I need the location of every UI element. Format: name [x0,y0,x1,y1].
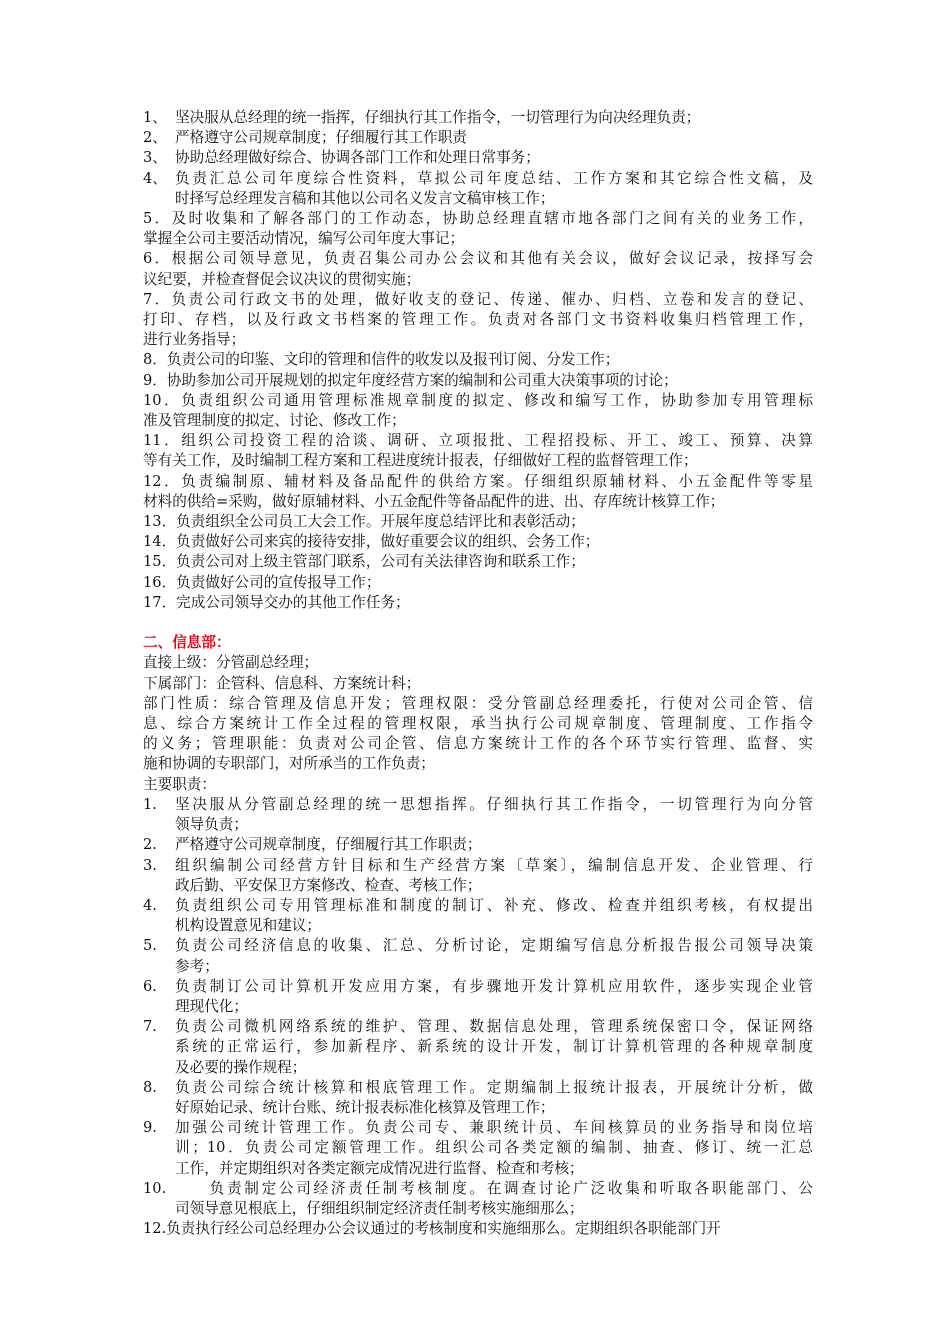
list-item-number: 2. [143,836,157,854]
list-item-text: 负责公司经济信息的收集、汇总、分析讨论，定期编写信息分析报告报公司领导决策 [175,937,813,955]
paragraph-line: 5．及时收集和了解各部门的工作动态，协助总经理直辖市地各部门之间有关的业务工作， [143,210,813,228]
paragraph-line: 掌握全公司主要活动情况，编写公司年度大事记； [143,230,465,248]
document-page [143,108,813,1239]
paragraph-line: 10．负责组织公司通用管理标准规章制度的拟定、修改和编写工作，协助参加专用管理标 [143,391,813,409]
list-item-number: 1. [143,795,157,813]
list-item-line: 及必要的操作规程； [175,1058,307,1076]
list-item [143,128,813,148]
paragraph [143,249,813,289]
list-item-line: 司领导意见根底上，仔细组织制定经济责任制考核实施细那么； [175,1199,584,1217]
list-item-line [143,169,813,189]
list-item-line [143,977,813,997]
paragraph-line: 7．负责公司行政文书的处理，做好收支的登记、传递、催办、归档、立卷和发言的登记、 [143,290,813,308]
paragraph-line: 14．负责做好公司来宾的接待安排，做好重要会议的组织、会务工作； [143,533,600,551]
list-item [143,148,813,168]
info-paragraph [143,674,813,694]
paragraph-line: 13．负责组织全公司员工大会工作。开展年度总结评比和表彰活动； [143,513,585,531]
paragraph [143,290,813,351]
list-item [143,1118,813,1179]
list-item-number: 5. [143,937,157,955]
paragraph-line: 准及管理制度的拟定、讨论、修改工作； [143,412,406,430]
paragraph-line: 下属部门：企管科、信息科、方案统计科； [143,674,421,692]
paragraph-line: 直接上级：分管副总经理； [143,654,319,672]
paragraph [143,532,813,552]
list-item-line: 机构设置意见和建议； [175,917,321,935]
paragraph-line: 6．根据公司领导意见，负责召集公司办公会议和其他有关会议，做好会议记录，按择写会 [143,250,813,268]
list-item-number: 6. [143,977,157,995]
list-item-line: 时择写总经理发言稿和其他以公司名义发言文稿审核工作； [175,189,555,207]
list-item-text: 组织编制公司经营方针目标和生产经营方案〔草案〕，编制信息开发、企业管理、行 [175,856,813,874]
list-item-line [143,148,813,168]
paragraph-line: 8．负责公司的印鉴、文印的管理和信件的收发以及报刊订阅、分发工作； [143,351,620,369]
list-item-number: 2、 [143,129,167,147]
list-item-line: 工作，并定期组织对各类定额完成情况进行监督、检查和考核； [175,1159,584,1177]
info-paragraph [143,694,813,775]
list-item-line: 政后勤、平安保卫方案修改、检查、考核工作； [175,876,482,894]
list-item [143,1179,813,1219]
list-item [143,1017,813,1078]
list-item-line: 领导负责； [175,816,248,834]
paragraph-line: 的义务；管理职能：负责对公司企管、信息方案统计工作的各个环节实行管理、监督、实 [143,735,813,753]
department-info [143,653,813,794]
responsibility-list [143,795,813,1219]
paragraph-line: 施和协调的专职部门，对所承当的工作负责； [143,755,435,773]
paragraph [143,593,813,613]
section-heading: 二、信息部： [143,634,231,652]
paragraph-line: 进行业务指导； [143,331,246,349]
list-item-number: 9. [143,1119,157,1137]
list-item-number: 1、 [143,109,167,126]
list-item-number: 7. [143,1018,157,1036]
list-item-text: 坚决服从总经理的统一指挥，仔细执行其工作指令，一切管理行为向决经理负责； [175,109,701,126]
paragraph-line: 息、综合方案统计工作全过程的管理权限，承当执行公司规章制度、管理制度、工作指令 [143,715,813,733]
info-paragraph [143,653,813,673]
list-item-line: 理现代化； [175,997,248,1015]
list-item-line: 参考； [175,957,219,975]
list-item [143,896,813,936]
list-item-number: 3. [143,856,157,874]
paragraph-line: 17．完成公司领导交办的其他工作任务； [143,593,410,611]
list-item [143,1078,813,1118]
list-item-line [143,936,813,956]
list-item-text: 坚决服从分管副总经理的统一思想指挥。仔细执行其工作指令，一切管理行为向分管 [175,795,813,813]
paragraph-line: 打印、存档，以及行政文书档案的管理工作。负责对各部门文书资料收集归档管理工作， [143,311,813,329]
list-item [143,795,813,835]
list-item-line [143,1017,813,1037]
list-item [143,936,813,976]
list-item-text: 负责制订公司计算机开发应用方案，有步骤地开发计算机应用软件，逐步实现企业管 [175,977,813,995]
paragraph [143,552,813,572]
paragraph [143,391,813,431]
list-item-number: 3、 [143,149,167,167]
truncated-paragraph: 12.负责执行经公司总经理办公会议通过的考核制度和实施细那么。定期组织各职能部门开 [143,1220,721,1238]
paragraph-line: 部门性质：综合管理及信息开发；管理权限：受分管副总经理委托，行使对公司企管、信 [143,694,813,712]
paragraph [143,209,813,249]
paragraph-line: 材料的供给=采购，做好原辅材料、小五金配件等备品配件的进、出、存库统计核算工作； [143,492,725,510]
section1-paragraphs [143,209,813,613]
list-item [143,856,813,896]
list-item-text: 严格遵守公司规章制度，仔细履行其工作职责； [175,836,482,854]
paragraph-line: 15．负责公司对上级主管部门联系，公司有关法律咨询和联系工作； [143,553,585,571]
list-item [143,835,813,855]
list-item-line [143,1179,813,1199]
spacer [143,613,813,633]
list-item-line [143,1078,813,1098]
paragraph [143,573,813,593]
list-item-text: 协助总经理做好综合、协调各部门工作和处理日常事务； [175,149,540,167]
list-item-text: 加强公司统计管理工作。负责公司专、兼职统计员、车间核算员的业务指导和岗位培 [175,1119,813,1137]
list-item-text: 负责制定公司经济责任制考核制度。在调查讨论广泛收集和听取各职能部门、公 [175,1179,813,1197]
list-item-number: 8. [143,1078,157,1096]
list-item-line [143,856,813,876]
list-item-line [143,896,813,916]
list-item-number: 4. [143,896,157,914]
list-item-number: 4、 [143,169,167,187]
paragraph-line: 等有关工作，及时编制工程方案和工程进度统计报表，仔细做好工程的监督管理工作； [143,452,698,470]
paragraph [143,472,813,512]
list-item-line: 系统的正常运行，参加新程序、新系统的设计开发，制订计算机管理的各种规章制度 [175,1038,813,1056]
info-paragraph [143,775,813,795]
list-item [143,169,813,209]
list-item-line [143,1118,813,1138]
paragraph-line: 议纪要，并检查督促会议决议的贯彻实施； [143,270,421,288]
list-item [143,108,813,128]
list-item-text: 负责公司微机网络系统的维护、管理、数据信息处理，管理系统保密口令，保证网络 [175,1018,813,1036]
list-item-text: 负责汇总公司年度综合性资料，草拟公司年度总结、工作方案和其它综合性文稿，及 [175,169,813,187]
list-item-line [143,108,813,128]
paragraph [143,350,813,370]
list-item-line [143,128,813,148]
paragraph [143,512,813,532]
paragraph [143,431,813,471]
paragraph-line: 16．负责做好公司的宣传报导工作； [143,573,381,591]
list-item-text: 严格遵守公司规章制度；仔细履行其工作职责 [175,129,467,147]
list-item [143,977,813,1017]
list-item-line [143,835,813,855]
list-item-line [143,795,813,815]
paragraph-line: 9．协助参加公司开展规划的拟定年度经营方案的编制和公司重大决策事项的讨论； [143,371,678,389]
paragraph-line: 12．负责编制原、辅材料及备品配件的供给方案。仔细组织原辅材料、小五金配件等零星 [143,472,813,490]
list-item-line: 好原始记录、统计台账、统计报表标准化核算及管理工作； [175,1098,555,1116]
list-item-text: 负责公司综合统计核算和根底管理工作。定期编制上报统计报表，开展统计分析，做 [175,1078,813,1096]
paragraph [143,371,813,391]
section1-numbered-list [143,108,813,209]
list-item-number: 10. [143,1179,167,1197]
paragraph-line: 主要职责： [143,775,216,793]
paragraph-line: 11．组织公司投资工程的洽谈、调研、立项报批、工程招投标、开工、竣工、预算、决算 [143,432,813,450]
list-item-text: 负责组织公司专用管理标准和制度的制订、补充、修改、检查并组织考核，有权提出 [175,896,813,914]
list-item-line: 训；10．负责公司定额管理工作。组织公司各类定额的编制、抽查、修订、统一汇总 [175,1139,813,1157]
